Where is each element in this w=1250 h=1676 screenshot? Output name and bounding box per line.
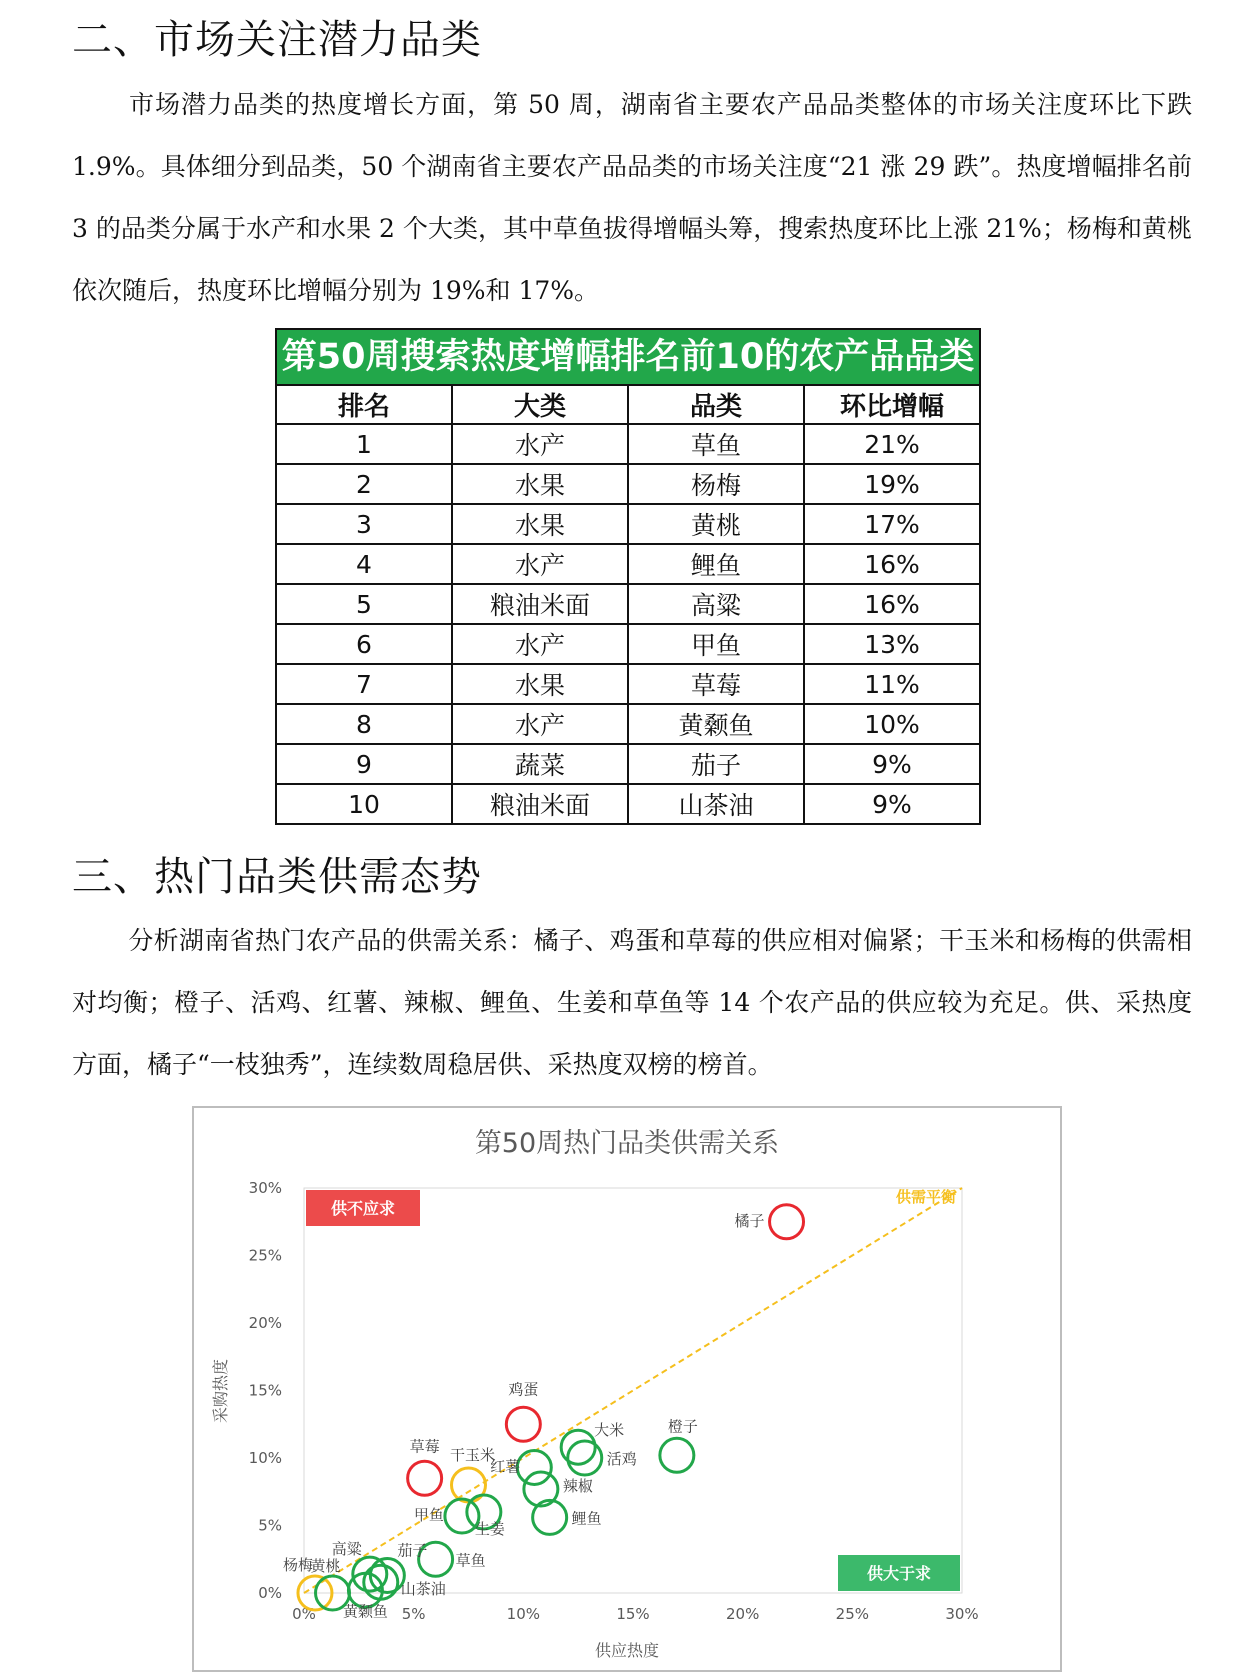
point-label: 黄桃 — [310, 1557, 341, 1575]
x-tick-label: 30% — [945, 1605, 979, 1623]
y-tick-label: 30% — [248, 1179, 282, 1197]
cell-product: 甲鱼 — [628, 624, 804, 664]
table-row — [276, 624, 980, 664]
cell-product: 高粱 — [628, 584, 804, 624]
table-row — [276, 744, 980, 784]
table-row — [276, 664, 980, 704]
table-header-row — [276, 385, 980, 424]
cell-category: 水产 — [452, 704, 628, 744]
shortage-label: 供不应求 — [330, 1199, 396, 1218]
cell-category: 水产 — [452, 624, 628, 664]
point-marker — [660, 1438, 694, 1472]
point-label: 鸡蛋 — [508, 1380, 539, 1399]
x-tick-label: 15% — [616, 1605, 650, 1623]
section-3-heading: 三、热门品类供需态势 — [72, 854, 482, 900]
x-tick-label: 10% — [506, 1605, 541, 1623]
point-marker — [561, 1430, 595, 1464]
cell-growth: 19% — [804, 464, 980, 504]
x-tick-label: 25% — [835, 1605, 870, 1623]
point-label: 大米 — [594, 1421, 625, 1440]
point-label: 杨梅 — [282, 1556, 313, 1574]
point-marker — [445, 1499, 479, 1533]
cell-rank: 1 — [276, 424, 452, 464]
cell-rank: 6 — [276, 624, 452, 664]
cell-product: 山茶油 — [628, 784, 804, 824]
header-growth: 环比增幅 — [804, 385, 980, 424]
cell-product: 草莓 — [628, 664, 804, 704]
y-tick-label: 20% — [248, 1314, 282, 1332]
cell-growth: 16% — [804, 544, 980, 584]
cell-rank: 10 — [276, 784, 452, 824]
cell-growth: 16% — [804, 584, 980, 624]
point-marker — [408, 1461, 442, 1495]
cell-rank: 8 — [276, 704, 452, 744]
point-label: 茄子 — [397, 1541, 428, 1560]
cell-product: 草鱼 — [628, 424, 804, 464]
point-label: 甲鱼 — [413, 1506, 444, 1525]
point-marker — [533, 1500, 567, 1534]
point-label: 干玉米 — [449, 1446, 496, 1464]
x-tick-label: 20% — [725, 1605, 760, 1623]
point-label: 草鱼 — [455, 1551, 486, 1570]
table-row — [276, 544, 980, 584]
cell-rank: 9 — [276, 744, 452, 784]
header-product: 品类 — [628, 385, 804, 424]
cell-category: 水果 — [452, 664, 628, 704]
cell-growth: 17% — [804, 504, 980, 544]
section-2-heading: 二、市场关注潜力品类 — [72, 17, 482, 63]
point-marker — [770, 1205, 804, 1239]
cell-category: 水产 — [452, 424, 628, 464]
y-axis-label: 采购热度 — [211, 1358, 230, 1424]
cell-category: 蔬菜 — [452, 744, 628, 784]
cell-growth: 9% — [804, 784, 980, 824]
point-label: 黄颡鱼 — [342, 1602, 388, 1621]
table-row — [276, 504, 980, 544]
table-row — [276, 464, 980, 504]
cell-growth: 9% — [804, 744, 980, 784]
point-label: 橘子 — [734, 1211, 765, 1230]
point-label: 活鸡 — [606, 1450, 637, 1468]
chart-svg — [194, 1108, 1060, 1670]
ranking-table — [275, 328, 981, 825]
cell-product: 黄桃 — [628, 504, 804, 544]
point-label: 红薯 — [490, 1457, 521, 1476]
y-tick-label: 0% — [258, 1584, 282, 1602]
y-tick-label: 25% — [248, 1246, 282, 1265]
cell-category: 粮油米面 — [452, 784, 628, 824]
y-tick-label: 15% — [248, 1381, 282, 1400]
point-label: 高粱 — [331, 1540, 362, 1559]
point-label: 生姜 — [474, 1520, 505, 1538]
chart-title: 第50周热门品类供需关系 — [474, 1128, 780, 1159]
cell-growth: 10% — [804, 704, 980, 744]
cell-growth: 21% — [804, 424, 980, 464]
section-2-paragraph: 市场潜力品类的热度增长方面，第 50 周，湖南省主要农产品品类整体的市场关注度环比下跌 1.9%。具体细分到品类，50 个湖南省主要农产品品类的市场关注度“21 涨 29 跌”。热度增幅排名前 3 的品类分属于水产和水果 2 个大类，其中草鱼拔得增幅头筹，搜索热度环比上涨 21%；杨梅和黄桃依次随后，热度环比增幅分别为 19%和 17%。 — [72, 90, 1192, 305]
cell-category: 水果 — [452, 504, 628, 544]
point-label: 鲤鱼 — [571, 1509, 602, 1528]
cell-rank: 2 — [276, 464, 452, 504]
point-marker — [452, 1468, 486, 1502]
table-title: 第50周搜索热度增幅排名前10的农产品品类 — [275, 328, 981, 384]
table-row — [276, 784, 980, 824]
cell-category: 水产 — [452, 544, 628, 584]
x-tick-label: 0% — [292, 1605, 316, 1623]
point-marker — [506, 1407, 540, 1441]
cell-growth: 11% — [804, 664, 980, 704]
point-label: 草莓 — [409, 1437, 440, 1456]
table-row — [276, 584, 980, 624]
cell-rank: 7 — [276, 664, 452, 704]
header-category: 大类 — [452, 385, 628, 424]
cell-growth: 13% — [804, 624, 980, 664]
surplus-label: 供大于求 — [866, 1564, 932, 1583]
point-label: 辣椒 — [562, 1477, 593, 1496]
balance-line — [304, 1188, 962, 1593]
point-marker — [568, 1441, 602, 1475]
x-axis-label: 供应热度 — [594, 1641, 660, 1660]
cell-product: 杨梅 — [628, 464, 804, 504]
cell-category: 粮油米面 — [452, 584, 628, 624]
section-3-paragraph: 分析湖南省热门农产品的供需关系：橘子、鸡蛋和草莓的供应相对偏紧；干玉米和杨梅的供需相对均衡；橙子、活鸡、红薯、辣椒、鲤鱼、生姜和草鱼等 14 个农产品的供应较为充足。供、采热度方面，橘子“一枝独秀”，连续数周稳居供、采热度双榜的榜首。 — [72, 926, 1192, 1079]
y-tick-label: 10% — [248, 1449, 282, 1467]
table-row — [276, 704, 980, 744]
cell-rank: 5 — [276, 584, 452, 624]
cell-category: 水果 — [452, 464, 628, 504]
supply-demand-chart — [192, 1106, 1062, 1672]
point-label: 山茶油 — [400, 1580, 446, 1599]
cell-rank: 3 — [276, 504, 452, 544]
point-marker — [517, 1450, 551, 1484]
balance-label: 供需平衡 — [895, 1188, 956, 1206]
cell-rank: 4 — [276, 544, 452, 584]
x-tick-label: 5% — [401, 1605, 426, 1623]
cell-product: 茄子 — [628, 744, 804, 784]
table-row — [276, 424, 980, 464]
cell-product: 鲤鱼 — [628, 544, 804, 584]
y-tick-label: 5% — [258, 1516, 282, 1535]
point-label: 橙子 — [667, 1417, 698, 1436]
table-body — [276, 424, 980, 824]
cell-product: 黄颡鱼 — [628, 704, 804, 744]
header-rank: 排名 — [276, 385, 452, 424]
